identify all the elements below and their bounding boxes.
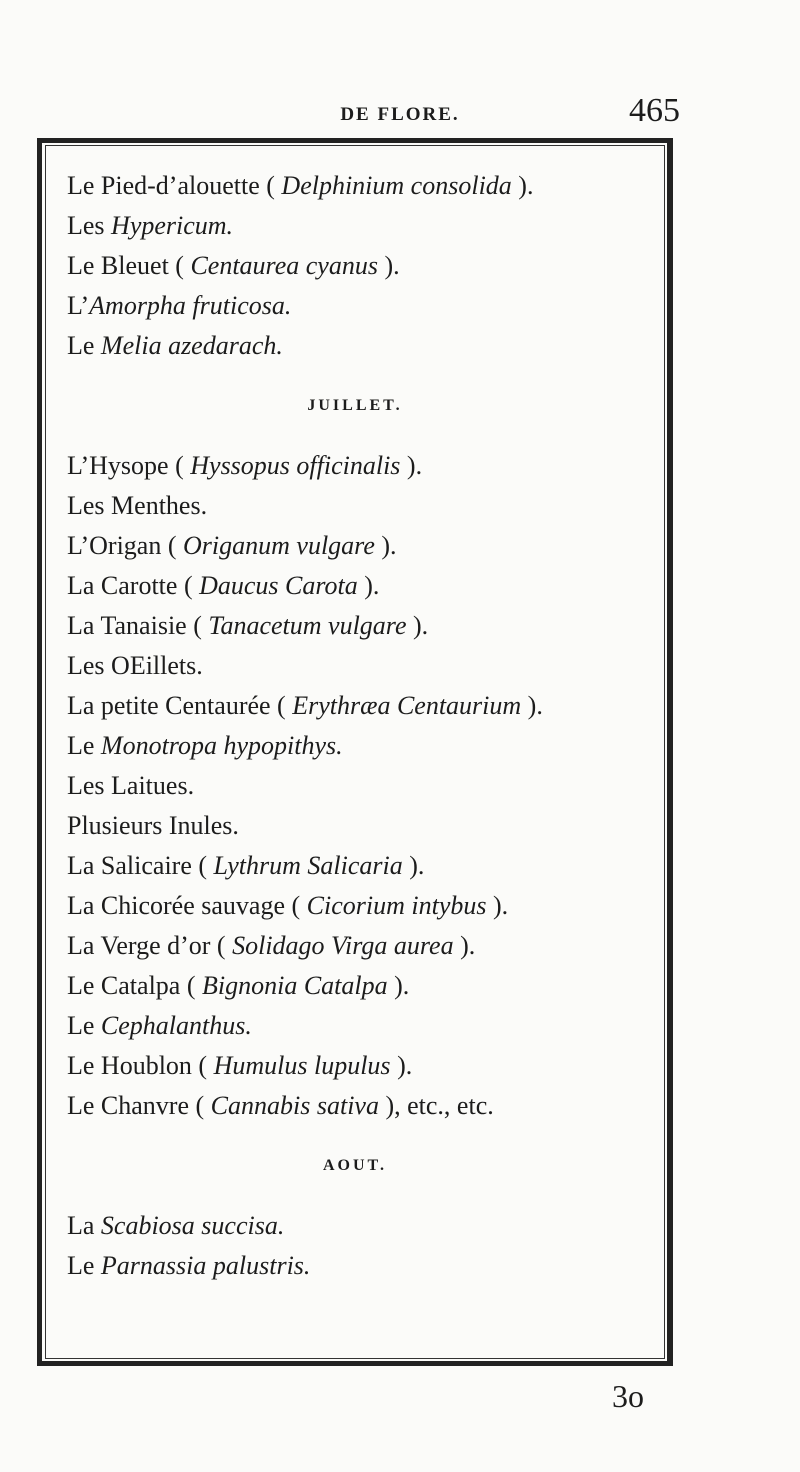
entry-suffix: ). xyxy=(453,931,476,960)
latin-name: Scabiosa succisa. xyxy=(100,1211,285,1240)
latin-name: Centaurea cyanus xyxy=(190,251,378,280)
common-name: Le xyxy=(67,1011,101,1040)
plant-entry xyxy=(67,446,667,486)
latin-name: Origanum vulgare xyxy=(183,531,375,560)
plant-entry xyxy=(67,1006,667,1046)
latin-name: Amorpha fruticosa. xyxy=(89,291,292,320)
plant-entry xyxy=(67,1206,667,1246)
section-heading: AOUT. xyxy=(322,1157,388,1174)
latin-name: Tanacetum vulgare xyxy=(208,611,407,640)
plant-list xyxy=(67,148,667,1286)
latin-name: Cannabis sativa xyxy=(210,1091,379,1120)
plant-entry xyxy=(67,1086,667,1126)
common-name: Le xyxy=(67,731,101,760)
common-name: Les xyxy=(67,211,112,240)
latin-name: Monotropa hypopithys. xyxy=(100,731,343,760)
common-name: Le Catalpa ( xyxy=(67,971,202,1000)
plant-entry xyxy=(67,166,667,206)
latin-name: Hypericum. xyxy=(111,211,234,240)
latin-name: Parnassia palustris. xyxy=(100,1251,311,1280)
latin-name: Cicorium intybus xyxy=(306,891,487,920)
page-number: 465 xyxy=(629,92,680,129)
common-name: L’Hysope ( xyxy=(67,451,191,480)
common-name: Le Bleuet ( xyxy=(67,251,191,280)
latin-name: Solidago Virga aurea xyxy=(232,931,454,960)
common-name: La petite Centaurée ( xyxy=(67,691,293,720)
entry-suffix: ). xyxy=(377,251,400,280)
plant-entry xyxy=(67,766,667,806)
printer-signature: 3o xyxy=(612,1378,644,1414)
common-name: La xyxy=(67,1211,101,1240)
entry-suffix: ). xyxy=(511,171,534,200)
common-name: Plusieurs Inules. xyxy=(67,811,239,840)
common-name: Le Houblon ( xyxy=(67,1051,214,1080)
common-name: Le xyxy=(67,1251,101,1280)
entry-suffix: ). xyxy=(374,531,397,560)
entry-suffix: ). xyxy=(400,451,423,480)
common-name: Le Chanvre ( xyxy=(67,1091,211,1120)
latin-name: Bignonia Catalpa xyxy=(202,971,388,1000)
plant-entry xyxy=(67,846,667,886)
common-name: La Carotte ( xyxy=(67,571,200,600)
plant-entry xyxy=(67,566,667,606)
running-title: DE FLORE. xyxy=(340,104,460,125)
latin-name: Hyssopus officinalis xyxy=(190,451,401,480)
latin-name: Humulus lupulus xyxy=(213,1051,391,1080)
entry-suffix: ). xyxy=(406,611,429,640)
entry-suffix: ). xyxy=(402,851,425,880)
plant-entry xyxy=(67,966,667,1006)
entry-suffix: ), etc., etc. xyxy=(378,1091,494,1120)
plant-entry xyxy=(67,326,667,366)
entry-suffix: ). xyxy=(387,971,410,1000)
common-name: Les OEillets. xyxy=(67,651,203,680)
latin-name: Erythræa Centaurium xyxy=(292,691,522,720)
latin-name: Cephalanthus. xyxy=(100,1011,252,1040)
common-name: Les Laitues. xyxy=(67,771,195,800)
plant-entry xyxy=(67,606,667,646)
plant-entry xyxy=(67,246,667,286)
common-name: L’ xyxy=(67,291,90,320)
entry-suffix: ). xyxy=(521,691,543,720)
entry-suffix: ). xyxy=(486,891,509,920)
plant-entry xyxy=(67,1046,667,1086)
plant-entry xyxy=(67,206,667,246)
plant-entry xyxy=(67,726,667,766)
plant-entry xyxy=(67,646,667,686)
latin-name: Delphinium consolida xyxy=(281,171,512,200)
plant-entry xyxy=(67,526,667,566)
section-heading: JUILLET. xyxy=(307,397,403,414)
common-name: La Chicorée sauvage ( xyxy=(67,891,307,920)
common-name: La Verge d’or ( xyxy=(67,931,233,960)
common-name: L’Origan ( xyxy=(67,531,184,560)
entry-suffix: ). xyxy=(390,1051,413,1080)
plant-entry xyxy=(67,486,667,526)
latin-name: Melia azedarach. xyxy=(100,331,283,360)
plant-entry xyxy=(67,806,667,846)
entry-suffix: ). xyxy=(357,571,380,600)
common-name: La Tanaisie ( xyxy=(67,611,209,640)
plant-entry xyxy=(67,286,667,326)
latin-name: Lythrum Salicaria xyxy=(213,851,403,880)
common-name: Le Pied-d’alouette ( xyxy=(67,171,282,200)
common-name: La Salicaire ( xyxy=(67,851,214,880)
plant-entry xyxy=(67,1246,667,1286)
common-name: Le xyxy=(67,331,101,360)
common-name: Les Menthes. xyxy=(67,491,208,520)
plant-entry xyxy=(67,686,667,726)
plant-entry xyxy=(67,886,667,926)
plant-entry xyxy=(67,926,667,966)
latin-name: Daucus Carota xyxy=(199,571,358,600)
